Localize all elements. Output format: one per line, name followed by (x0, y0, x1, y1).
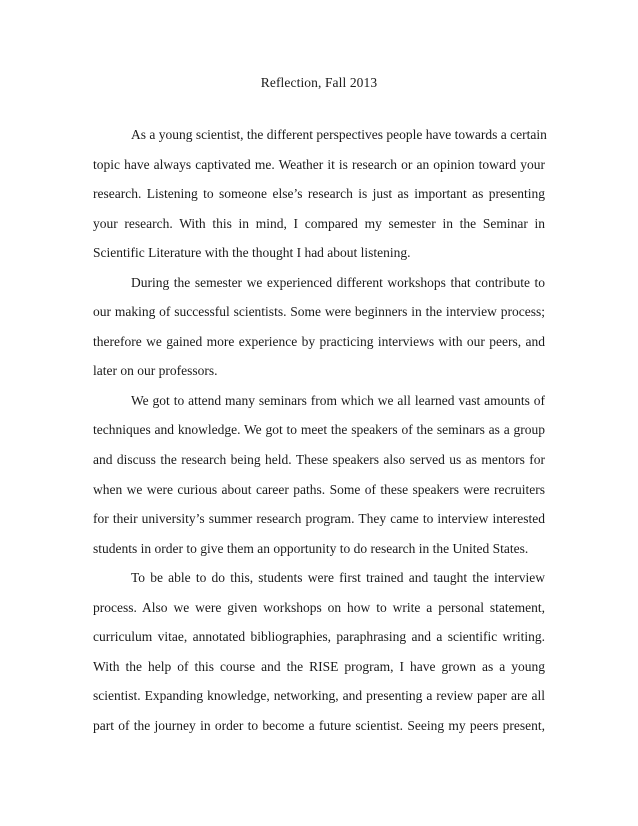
text-line: scientist. Expanding knowledge, networking, and presenting a review paper are all (93, 688, 545, 704)
text-line: As a young scientist, the different perspectives people have towards a certain (131, 127, 547, 142)
text-line: process. Also we were given workshops on how to write a personal statement, (93, 599, 545, 615)
document-title: Reflection, Fall 2013 (260, 75, 378, 90)
text-line: and discuss the research being held. These speakers also served us as mentors for (93, 452, 545, 468)
text-line: later on our professors. (93, 363, 218, 379)
text-line: our making of successful scientists. Some were beginners in the interview process; (93, 304, 545, 320)
text-line: part of the journey in order to become a future scientist. Seeing my peers present, (93, 717, 545, 733)
text-line: therefore we gained more experience by practicing interviews with our peers, and (93, 333, 545, 349)
paragraph-4 (93, 563, 545, 740)
text-line: for their university’s summer research program. They came to interview interested (93, 511, 545, 527)
text-line: To be able to do this, students were first trained and taught the interview (131, 570, 545, 586)
text-line: research. Listening to someone else’s research is just as important as presenting (93, 186, 545, 202)
text-line: During the semester we experienced different workshops that contribute to (131, 274, 545, 290)
paragraph-2 (93, 268, 545, 386)
paragraph-1 (93, 120, 545, 268)
text-line: when we were curious about career paths. Some of these speakers were recruiters (93, 481, 545, 497)
text-line: curriculum vitae, annotated bibliographies, paraphrasing and a scientific writing. (93, 629, 545, 645)
text-line: techniques and knowledge. We got to meet the speakers of the seminars as a group (93, 422, 545, 438)
text-line: students in order to give them an opportunity to do research in the United States. (93, 540, 529, 556)
text-line: We got to attend many seminars from which we all learned vast amounts of (131, 392, 545, 408)
text-line: topic have always captivated me. Weather it is research or an opinion toward your (93, 156, 545, 172)
document-body (93, 120, 545, 740)
text-line: With the help of this course and the RISE program, I have grown as a young (93, 658, 545, 674)
text-line: your research. With this in mind, I compared my semester in the Seminar in (93, 215, 545, 231)
text-line: Scientific Literature with the thought I had about listening. (93, 245, 411, 261)
paragraph-3 (93, 386, 545, 563)
